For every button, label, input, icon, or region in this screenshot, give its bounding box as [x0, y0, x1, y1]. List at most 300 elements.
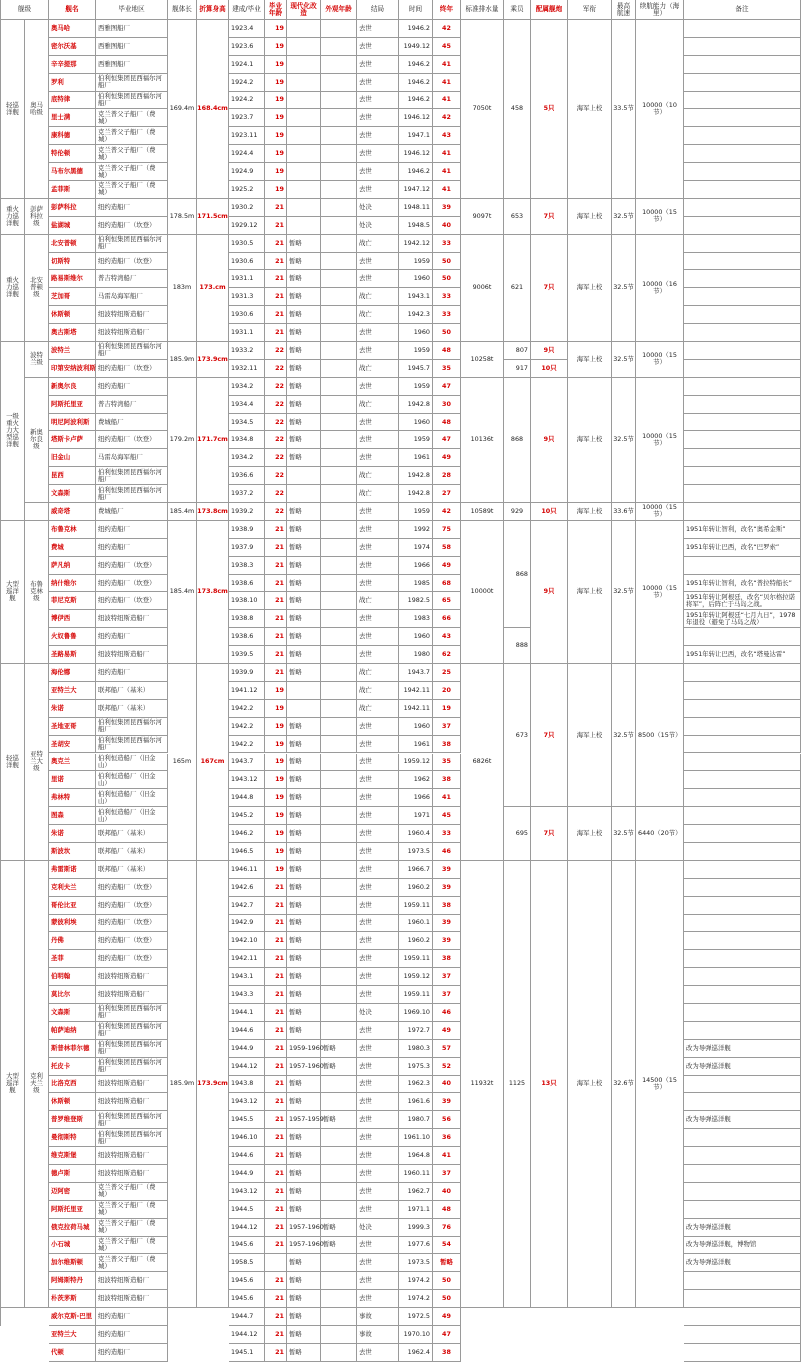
top-speed: 32.6节: [612, 861, 636, 1308]
ship-category: 重火力巡洋舰: [1, 235, 25, 342]
ship-name: 斯波坎: [49, 843, 96, 861]
modernization: [287, 92, 321, 110]
ship-name: 波特兰: [49, 342, 96, 360]
remark: [684, 915, 801, 933]
ship-name: 帕萨迪纳: [49, 1022, 96, 1040]
appearance-age: [321, 986, 357, 1004]
fate-time: 1983: [399, 610, 433, 628]
ship-class-blank: [25, 503, 49, 521]
remark: [684, 1004, 801, 1022]
fate: 去世: [357, 1290, 399, 1308]
fate-time: 1959: [399, 378, 433, 396]
appearance-age: [321, 932, 357, 950]
modernization: 暂略: [287, 1290, 321, 1308]
graduation-age: 21: [265, 1290, 287, 1308]
shipyard: 伯利恒造船厂（旧金山）: [96, 789, 168, 807]
ship-name: 康科德: [49, 127, 96, 145]
crew-subcell: 888: [504, 628, 531, 664]
graduation-age: 21: [265, 575, 287, 593]
fate-time: 1972.5: [399, 1308, 433, 1326]
completion-date: 1958.5: [229, 1254, 265, 1272]
completion-date: 1938.9: [229, 521, 265, 539]
appearance-age: [321, 1165, 357, 1183]
graduation-age: 22: [265, 485, 287, 503]
fate: 去世: [357, 897, 399, 915]
remark: [684, 217, 801, 235]
ship-name: 新奥尔良: [49, 378, 96, 396]
fate-time: 1974.2: [399, 1272, 433, 1290]
ship-category: 大型巡洋舰: [1, 521, 25, 664]
final-age: 41: [433, 789, 461, 807]
final-age: 38: [433, 950, 461, 968]
ship-name: 加尔维斯顿: [49, 1254, 96, 1272]
appearance-age: [321, 646, 357, 664]
appearance-age: [321, 682, 357, 700]
fate-time: 1980.3: [399, 1040, 433, 1058]
graduation-age: 21: [265, 199, 287, 217]
shipyard: 克兰普父子船厂（费城）: [96, 145, 168, 163]
modernization: [287, 217, 321, 235]
shipyard: 西雅图船厂: [96, 20, 168, 38]
ship-category: 重火力巡洋舰: [1, 199, 25, 235]
fate: 去世: [357, 92, 399, 110]
shipyard: 纽波特纽斯造船厂: [96, 1290, 168, 1308]
modernization: 暂略: [287, 628, 321, 646]
ship-name: 托皮卡: [49, 1058, 96, 1076]
shipyard: 纽约造船厂（坎登）: [96, 431, 168, 449]
fate-time: 1946.2: [399, 74, 433, 92]
rank-subcell: 海军上校: [568, 807, 612, 861]
fate-time: 1973.5: [399, 843, 433, 861]
column-header: 时间: [399, 0, 433, 20]
final-age: 37: [433, 986, 461, 1004]
modernization: 暂略: [287, 503, 321, 521]
final-age: 49: [433, 449, 461, 467]
modernization: 暂略: [287, 915, 321, 933]
final-age: 41: [433, 92, 461, 110]
graduation-age: 21: [265, 557, 287, 575]
fate-time: 1960.2: [399, 932, 433, 950]
final-age: 39: [433, 1093, 461, 1111]
fate-time: 1966.7: [399, 861, 433, 879]
shipyard: 联邦船厂（基米）: [96, 682, 168, 700]
remark: [684, 1201, 801, 1219]
completion-date: 1932.11: [229, 360, 265, 378]
modernization: [287, 38, 321, 56]
graduation-age: 21: [265, 288, 287, 306]
guns-subcell: 10只: [531, 360, 568, 378]
converted-height: 173.9cm: [197, 861, 229, 1308]
ship-name: 小石城: [49, 1237, 96, 1255]
fate-time: 1960.11: [399, 1165, 433, 1183]
shipyard: 西雅图船厂: [96, 38, 168, 56]
fate: 去世: [357, 324, 399, 342]
ship-name: 弗林特: [49, 789, 96, 807]
fate-time: 1948.5: [399, 217, 433, 235]
appearance-age: [321, 431, 357, 449]
fate-time: 1959: [399, 342, 433, 360]
fate: 去世: [357, 109, 399, 127]
ship-name: 朱诺: [49, 700, 96, 718]
appearance-age: [321, 503, 357, 521]
displacement: 6826t: [461, 664, 504, 861]
completion-date: 1933.2: [229, 342, 265, 360]
fate: 去世: [357, 431, 399, 449]
completion-date: 1944.12: [229, 1326, 265, 1344]
shipyard: 伯利恒造船厂（旧金山）: [96, 754, 168, 772]
modernization: 暂略: [287, 288, 321, 306]
fate-time: 1992: [399, 521, 433, 539]
displacement: 9006t: [461, 235, 504, 342]
fate-time: 1969.10: [399, 1004, 433, 1022]
final-age: 50: [433, 324, 461, 342]
graduation-age: 19: [265, 127, 287, 145]
appearance-age: [321, 1129, 357, 1147]
completion-date: 1945.6: [229, 1237, 265, 1255]
fate: 去世: [357, 932, 399, 950]
appearance-age: [321, 235, 357, 253]
appearance-age: [321, 1308, 357, 1326]
remark: [684, 20, 801, 38]
modernization: 1957-1960: [287, 1237, 321, 1255]
fate: 战亡: [357, 235, 399, 253]
modernization: 暂略: [287, 1165, 321, 1183]
displacement: 10000t: [461, 521, 504, 664]
shipyard: 纽波特纽斯造船厂: [96, 1076, 168, 1094]
ship-name: 里诺: [49, 771, 96, 789]
column-header: 折算身高: [197, 0, 229, 20]
speed-subcell: 32.5节: [612, 664, 636, 807]
shipyard: 克兰普父子船厂（费城）: [96, 181, 168, 199]
final-age: 57: [433, 1040, 461, 1058]
completion-date: 1945.6: [229, 1272, 265, 1290]
appearance-age: [321, 1254, 357, 1272]
remark: [684, 700, 801, 718]
appearance-age: [321, 861, 357, 879]
shipyard: 纽约造船厂: [96, 539, 168, 557]
hull-length: 178.5m: [168, 199, 197, 235]
remark: 1951年转让阿根廷，改名“贝尔格拉诺将军”，后阵亡于马岛之战。: [684, 592, 801, 610]
graduation-age: 22: [265, 449, 287, 467]
final-age: 19: [433, 700, 461, 718]
graduation-age: 21: [265, 1093, 287, 1111]
modernization: 暂略: [287, 1093, 321, 1111]
fate: 去世: [357, 181, 399, 199]
ship-name: 阿斯托里亚: [49, 1201, 96, 1219]
shipyard: 普吉特湾船厂: [96, 270, 168, 288]
remark: [684, 109, 801, 127]
modernization: 暂略: [287, 592, 321, 610]
final-age: 47: [433, 431, 461, 449]
ship-name: 昆西: [49, 467, 96, 485]
completion-date: 1945.1: [229, 1344, 265, 1362]
completion-date: 1944.1: [229, 1004, 265, 1022]
appearance-age: [321, 449, 357, 467]
fate: 去世: [357, 1129, 399, 1147]
fate: 去世: [357, 74, 399, 92]
graduation-age: 21: [265, 610, 287, 628]
fate: 去世: [357, 1076, 399, 1094]
gun-count: 7只: [531, 199, 568, 235]
modernization: [287, 181, 321, 199]
completion-date: 1943.12: [229, 771, 265, 789]
completion-date: 1945.6: [229, 1290, 265, 1308]
column-header: 终年: [433, 0, 461, 20]
fate-time: 1966: [399, 557, 433, 575]
fate-time: 1942.8: [399, 485, 433, 503]
fate: 处决: [357, 1219, 399, 1237]
shipyard: 西雅图船厂: [96, 56, 168, 74]
column-header: 现代化改造: [287, 0, 321, 20]
final-age: 40: [433, 217, 461, 235]
remark: [684, 771, 801, 789]
appearance-age: [321, 843, 357, 861]
ship-name: 布鲁克林: [49, 521, 96, 539]
remark: 改为导弹巡洋舰: [684, 1254, 801, 1272]
fate-time: 1947.1: [399, 127, 433, 145]
completion-date: 1939.9: [229, 664, 265, 682]
appearance-age: [321, 718, 357, 736]
graduation-age: 22: [265, 503, 287, 521]
modernization: [287, 20, 321, 38]
modernization: [287, 485, 321, 503]
completion-date: 1944.12: [229, 1219, 265, 1237]
final-age: 43: [433, 628, 461, 646]
ship-name: 图森: [49, 807, 96, 825]
ship-name: 克利夫兰: [49, 879, 96, 897]
appearance-age: [321, 700, 357, 718]
modernization: 暂略: [287, 324, 321, 342]
ship-name: 塔斯卡卢萨: [49, 431, 96, 449]
gun-count: 9只: [531, 378, 568, 503]
appearance-age: [321, 306, 357, 324]
ship-class: 布鲁克林级: [25, 521, 49, 664]
graduation-age: 21: [265, 879, 287, 897]
modernization: 暂略: [287, 1022, 321, 1040]
modernization: 暂略: [287, 771, 321, 789]
remark: [684, 467, 801, 485]
hull-length: 185.4m: [168, 503, 197, 521]
fate: 去世: [357, 38, 399, 56]
remark: [684, 414, 801, 432]
fate: 去世: [357, 127, 399, 145]
modernization: 暂略: [287, 378, 321, 396]
shipyard: 纽约造船厂（坎登）: [96, 360, 168, 378]
completion-date: 1938.6: [229, 628, 265, 646]
rank-subcell: 海军上校: [568, 664, 612, 807]
ship-name: 圣菲: [49, 950, 96, 968]
fate-time: 1959: [399, 253, 433, 271]
appearance-age: [321, 897, 357, 915]
completion-date: 1938.10: [229, 592, 265, 610]
appearance-age: [321, 1326, 357, 1344]
shipyard: 联邦船厂（基米）: [96, 825, 168, 843]
completion-date: 1936.6: [229, 467, 265, 485]
displacement: 7050t: [461, 20, 504, 199]
appearance-age: [321, 485, 357, 503]
appearance-age: [321, 127, 357, 145]
graduation-age: 21: [265, 324, 287, 342]
appearance-age: [321, 1344, 357, 1362]
graduation-age: 21: [265, 897, 287, 915]
modernization: 暂略: [287, 1004, 321, 1022]
shipyard: 纽波特纽斯造船厂: [96, 1165, 168, 1183]
remark: [684, 199, 801, 217]
rank: 海军上校: [568, 199, 612, 235]
fate: 战亡: [357, 682, 399, 700]
fate: 战亡: [357, 288, 399, 306]
shipyard: 伯利恒造船厂（旧金山）: [96, 807, 168, 825]
appearance-age: [321, 38, 357, 56]
shipyard: 纽约造船厂（坎登）: [96, 592, 168, 610]
converted-height: 173.8cm: [197, 521, 229, 664]
remark: [684, 145, 801, 163]
shipyard: 纽波特纽斯造船厂: [96, 1147, 168, 1165]
column-header: 军衔: [568, 0, 612, 20]
remark: 1951年转让阿根廷“七月九日”，1978年退役（避免了马岛之战）: [684, 610, 801, 628]
final-age: 28: [433, 467, 461, 485]
modernization: 暂略: [287, 449, 321, 467]
appearance-age: [321, 592, 357, 610]
fate: 去世: [357, 1040, 399, 1058]
final-age: 33: [433, 825, 461, 843]
modernization: 1957-1960: [287, 1219, 321, 1237]
modernization: 暂略: [287, 1308, 321, 1326]
gun-count: 13只: [531, 861, 568, 1308]
modernization: 暂略: [287, 664, 321, 682]
modernization: 暂略: [287, 396, 321, 414]
completion-date: 1939.2: [229, 503, 265, 521]
fate-time: 1942.11: [399, 700, 433, 718]
remark: [684, 1308, 801, 1326]
remark: [684, 557, 801, 575]
appearance-age: [321, 378, 357, 396]
fate-time: 1971.1: [399, 1201, 433, 1219]
rank: 海军上校: [568, 861, 612, 1308]
appearance-age: [321, 575, 357, 593]
final-age: 45: [433, 38, 461, 56]
modernization: 暂略: [287, 932, 321, 950]
crew-subcell: 807: [504, 342, 531, 360]
fate: 处决: [357, 199, 399, 217]
displacement: 10258t: [461, 342, 504, 378]
hull-length: 185.4m: [168, 521, 197, 664]
modernization: [287, 199, 321, 217]
modernization: 暂略: [287, 521, 321, 539]
modernization: 暂略: [287, 825, 321, 843]
remark: [684, 306, 801, 324]
fate: 去世: [357, 843, 399, 861]
remark: [684, 92, 801, 110]
fate-time: 1947.12: [399, 181, 433, 199]
shipyard: 伯利恒集团昆西福尔河船厂: [96, 1129, 168, 1147]
converted-height: 171.7cm: [197, 378, 229, 503]
graduation-age: 21: [265, 1219, 287, 1237]
modernization: 1957-1960: [287, 1058, 321, 1076]
ship-name: 罗利: [49, 74, 96, 92]
remark: [684, 968, 801, 986]
fate: 去世: [357, 1058, 399, 1076]
modernization: 暂略: [287, 342, 321, 360]
completion-date: 1939.5: [229, 646, 265, 664]
appearance-age: [321, 1201, 357, 1219]
fate: 去世: [357, 56, 399, 74]
shipyard: 伯利恒集团昆西福尔河船厂: [96, 74, 168, 92]
displacement: 11932t: [461, 861, 504, 1308]
graduation-age: 19: [265, 771, 287, 789]
ship-name: 朴茨茅斯: [49, 1290, 96, 1308]
completion-date: 1944.9: [229, 1165, 265, 1183]
appearance-age: [321, 736, 357, 754]
graduation-age: 21: [265, 592, 287, 610]
shipyard: 纽约造船厂（坎登）: [96, 557, 168, 575]
endurance: 10000（10节）: [636, 20, 684, 199]
shipyard: 纽约造船厂: [96, 664, 168, 682]
completion-date: 1946.2: [229, 825, 265, 843]
final-age: 39: [433, 199, 461, 217]
completion-date: 1943.12: [229, 1093, 265, 1111]
ship-name: 孟菲斯: [49, 181, 96, 199]
shipyard: 纽约造船厂（坎登）: [96, 932, 168, 950]
remark: [684, 861, 801, 879]
fate-time: 1942.12: [399, 235, 433, 253]
fate: 去世: [357, 610, 399, 628]
final-age: 暂略: [433, 1254, 461, 1272]
fate: 去世: [357, 789, 399, 807]
completion-date: 1930.5: [229, 235, 265, 253]
graduation-age: 21: [265, 1076, 287, 1094]
remark: [684, 235, 801, 253]
fate-time: 1960: [399, 718, 433, 736]
fate-time: 1959: [399, 431, 433, 449]
fate-time: 1961.10: [399, 1129, 433, 1147]
final-age: 45: [433, 807, 461, 825]
shipyard: 联邦船厂（基米）: [96, 700, 168, 718]
ship-name: 莫比尔: [49, 986, 96, 1004]
final-age: 38: [433, 771, 461, 789]
ship-name: 朱诺: [49, 825, 96, 843]
final-age: 43: [433, 127, 461, 145]
appearance-age: [321, 74, 357, 92]
shipyard: 纽约造船厂: [96, 378, 168, 396]
ship-name: 菲尼克斯: [49, 592, 96, 610]
ship-category: 一级重火力大型巡洋舰: [1, 342, 25, 521]
final-age: 41: [433, 74, 461, 92]
shipyard: 伯利恒集团昆西福尔河船厂: [96, 1111, 168, 1129]
graduation-age: 19: [265, 861, 287, 879]
modernization: [287, 700, 321, 718]
fate: 去世: [357, 825, 399, 843]
completion-date: 1942.2: [229, 736, 265, 754]
modernization: 暂略: [287, 879, 321, 897]
ship-name: 丹佛: [49, 932, 96, 950]
remark: [684, 38, 801, 56]
ship-name: 阿斯托里亚: [49, 396, 96, 414]
modernization: 暂略: [287, 754, 321, 772]
ship-name: 伯明翰: [49, 968, 96, 986]
fate: 去世: [357, 1022, 399, 1040]
graduation-age: 21: [265, 1344, 287, 1362]
gun-count: 7只: [531, 235, 568, 342]
final-age: 39: [433, 915, 461, 933]
appearance-age: [321, 1272, 357, 1290]
graduation-age: 19: [265, 74, 287, 92]
column-header: 标准排水量: [461, 0, 504, 20]
graduation-age: 21: [265, 1058, 287, 1076]
final-age: 33: [433, 306, 461, 324]
fate: 战亡: [357, 396, 399, 414]
appearance-age: [321, 253, 357, 271]
